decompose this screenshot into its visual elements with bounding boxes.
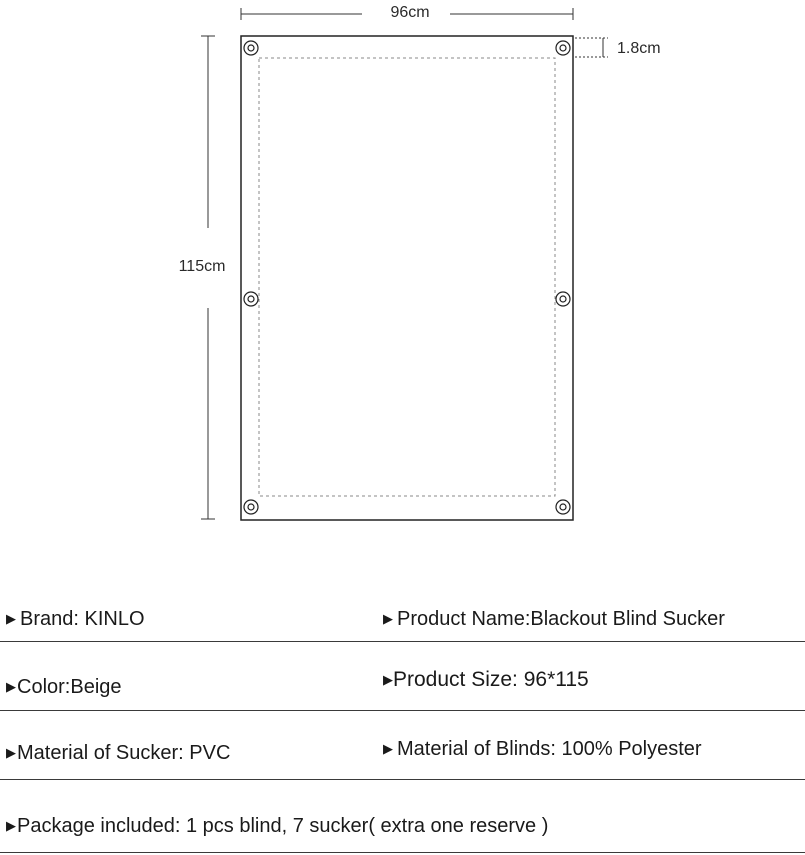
spec-product-name: ▶ Product Name:Blackout Blind Sucker <box>383 608 725 630</box>
bullet-icon: ▶ <box>6 679 16 694</box>
blind-outline <box>241 36 573 520</box>
spec-row-2 <box>0 642 805 711</box>
bullet-icon: ▶ <box>383 611 393 626</box>
margin-dimension <box>575 38 608 57</box>
spec-color: ▶Color:Beige <box>6 676 122 698</box>
bullet-icon: ▶ <box>6 745 16 760</box>
bullet-icon: ▶ <box>383 672 393 687</box>
spec-product-size: ▶Product Size: 96*115 <box>383 668 589 691</box>
width-label: 96cm <box>390 4 430 21</box>
bullet-icon: ▶ <box>6 611 16 626</box>
spec-material-sucker: ▶Material of Sucker: PVC <box>6 742 231 764</box>
height-label: 115cm <box>178 258 226 275</box>
bullet-icon: ▶ <box>6 818 16 833</box>
spec-material-blinds: ▶ Material of Blinds: 100% Polyester <box>383 738 702 760</box>
spec-row-4 <box>0 780 805 853</box>
spec-row-1 <box>0 600 805 642</box>
spec-row-3 <box>0 711 805 780</box>
spec-package: ▶Package included: 1 pcs blind, 7 sucker( extra one reserve ) <box>6 815 549 837</box>
spec-brand: ▶ Brand: KINLO <box>6 608 145 630</box>
margin-label: 1.8cm <box>617 40 661 57</box>
bullet-icon: ▶ <box>383 741 393 756</box>
height-dimension <box>201 36 215 519</box>
